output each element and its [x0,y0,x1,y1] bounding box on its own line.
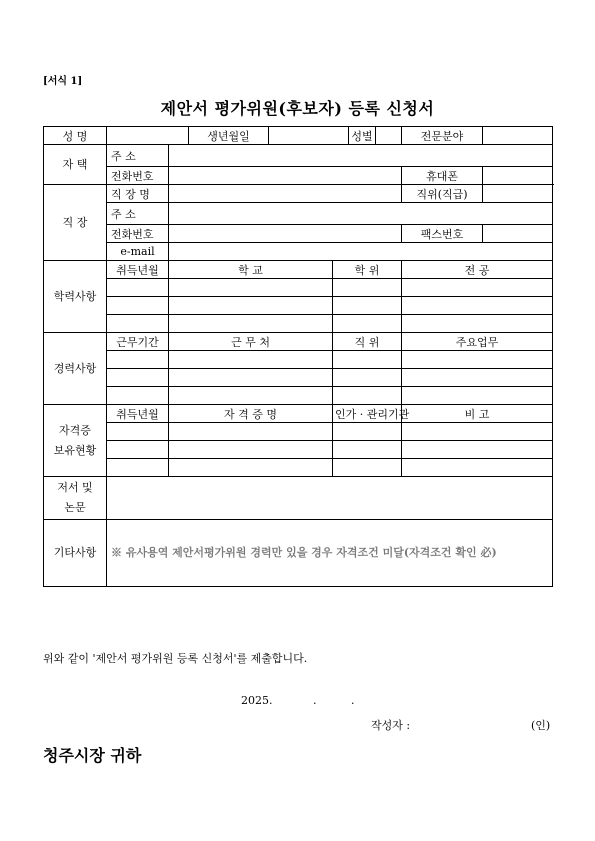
home-phone-input[interactable] [169,167,402,185]
certificates-row [44,423,553,441]
gender-input[interactable] [376,127,402,145]
publications-section-label: 저서 및 논문 [44,477,107,520]
certificates-row [44,441,553,459]
workplace-row [44,185,553,203]
work-phone-label: 전화번호 [107,225,169,243]
expertise-input[interactable] [483,127,553,145]
education-header-school: 학 교 [169,261,333,279]
career-header-position: 직 위 [333,333,402,351]
work-phone-row [44,225,553,243]
email-input[interactable] [169,243,553,261]
home-phone-label: 전화번호 [107,167,169,185]
certificates-header-row [44,405,553,423]
writer-label: 작성자 : [371,719,411,732]
career-row [44,387,553,405]
name-input[interactable] [107,127,189,145]
declaration-text: 위와 같이 '제안서 평가위원 등록 신청서'를 제출합니다. [43,652,308,665]
work-address-row [44,203,553,225]
mobile-input[interactable] [483,167,553,185]
work-section-label: 직 장 [44,185,107,261]
work-address-input[interactable] [169,203,553,225]
education-row [44,279,553,297]
career-header-duties: 주요업무 [402,333,553,351]
mobile-label: 휴대폰 [402,167,483,185]
document-title: 제안서 평가위원(후보자) 등록 신청서 [160,99,435,118]
email-row [44,243,553,261]
home-address-label: 주 소 [107,145,169,167]
home-section-label: 자 택 [44,145,107,185]
date-year: 2025. [241,694,273,707]
career-header-period: 근무기간 [107,333,169,351]
form-number-label: [서식 1] [43,76,83,87]
qualification-note: ※ 유사용역 제안서평가위원 경력만 있을 경우 자격조건 미달(자격조건 확인 必) [107,520,553,587]
position-label: 직위(직급) [402,185,483,203]
other-row [44,520,553,587]
application-form-table [43,126,553,587]
birthdate-label: 생년월일 [189,127,269,145]
gender-label: 성별 [349,127,376,145]
expertise-label: 전문분야 [402,127,483,145]
other-section-label: 기타사항 [44,520,107,587]
certificates-row [44,459,553,477]
career-row [44,351,553,369]
certificates-header-remarks: 비 고 [402,405,553,423]
name-row [44,127,553,145]
fax-label: 팩스번호 [402,225,483,243]
seal-mark: (인) [531,719,551,732]
career-header-workplace: 근 무 처 [169,333,333,351]
work-phone-input[interactable] [169,225,402,243]
certificates-header-authority: 인가 · 관리기관 [333,405,402,423]
education-header-major: 전 공 [402,261,553,279]
home-address-row [44,145,553,167]
position-input[interactable] [483,185,553,203]
education-row [44,315,553,333]
education-section-label: 학력사항 [44,261,107,333]
home-address-input[interactable] [169,145,553,167]
education-header-row [44,261,553,279]
workplace-name-label: 직 장 명 [107,185,169,203]
publications-input[interactable] [107,477,553,520]
education-header-date: 취득년월 [107,261,169,279]
career-header-row [44,333,553,351]
name-label: 성 명 [44,127,107,145]
certificates-section-label: 자격증 보유현황 [44,405,107,477]
career-row [44,369,553,387]
career-section-label: 경력사항 [44,333,107,405]
date-month-dot: . [313,694,317,707]
certificates-header-name: 자 격 증 명 [169,405,333,423]
date-day-dot: . [351,694,355,707]
publications-row [44,477,553,520]
birthdate-input[interactable] [269,127,349,145]
fax-input[interactable] [483,225,553,243]
email-label: e-mail [107,243,169,261]
education-row [44,297,553,315]
education-header-degree: 학 위 [333,261,402,279]
home-phone-row [44,167,553,185]
work-address-label: 주 소 [107,203,169,225]
addressee: 청주시장 귀하 [43,746,142,765]
workplace-name-input[interactable] [169,185,402,203]
certificates-header-date: 취득년월 [107,405,169,423]
